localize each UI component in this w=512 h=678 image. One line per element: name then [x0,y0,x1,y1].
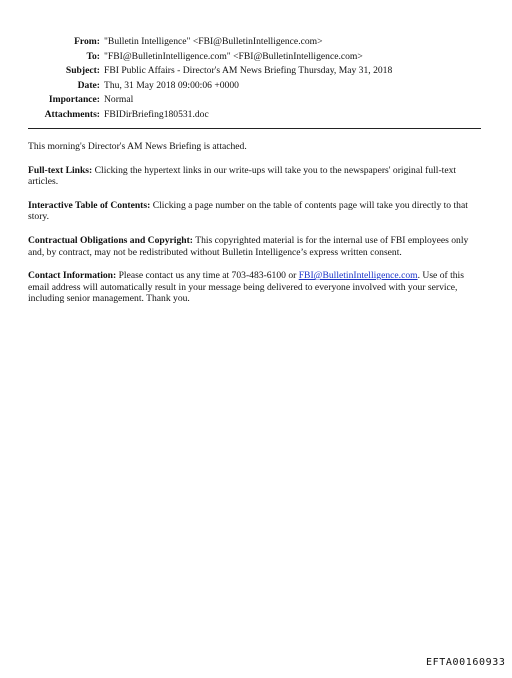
date-label: Date: [77,79,100,91]
attachments-label: Attachments: [44,108,100,120]
from-row [0,35,512,50]
attachments-row [0,108,512,123]
importance-row [0,93,512,108]
contact-text-1: Please contact us any time at 703-483-6100 or [116,270,299,282]
to-value: "FBI@BulletinIntelligence.com" <FBI@BulletinIntelligence.com> [104,50,363,62]
fulltext-paragraph [28,165,478,188]
contact-label: Contact Information: [28,270,117,282]
importance-value: Normal [104,94,134,106]
contract-label: Contractual Obligations and Copyright: [28,234,193,246]
subject-row [0,64,512,79]
importance-label: Importance: [48,94,100,106]
contact-email-link[interactable]: FBI@BulletinIntelligence.com [298,270,418,282]
from-label: From: [74,36,100,47]
intro-paragraph: This morning's Director's AM News Briefing is attached. [28,141,247,152]
header-divider [28,128,481,129]
contract-text: This copyrighted material is for the internal use of FBI employees only and, by contract, may not be redistributed without Bulletin Intelligence’s express written consent. [28,234,469,258]
toc-paragraph [28,200,478,223]
toc-text: Clicking a page number on the table of contents page will take you directly to that story. [28,199,468,223]
contract-paragraph [28,235,478,258]
from-value: "Bulletin Intelligence" <FBI@BulletinIntelligence.com> [104,36,323,47]
date-row [0,79,512,94]
email-body [28,141,478,317]
subject-label: Subject: [65,65,100,77]
subject-value: FBI Public Affairs - Director's AM News Briefing Thursday, May 31, 2018 [104,65,393,77]
fulltext-label: Full-text Links: [28,164,93,176]
attachment-file-link[interactable]: FBIDirBriefing180531.doc [104,108,209,120]
contact-text-2: . Use of this email address will automatically result in your message being delivered to everyone involved with your service, including senior management. Thank you. [28,270,464,305]
document-id: EFTA00160933 [426,657,506,668]
toc-label: Interactive Table of Contents: [28,199,151,211]
fulltext-text: Clicking the hypertext links in our write-ups will take you to the newspapers' original full-text articles. [28,164,457,188]
contact-paragraph [28,270,478,305]
email-header [0,35,512,123]
to-label: To: [86,50,100,62]
date-value: Thu, 31 May 2018 09:00:06 +0000 [104,79,239,91]
to-row [0,50,512,65]
